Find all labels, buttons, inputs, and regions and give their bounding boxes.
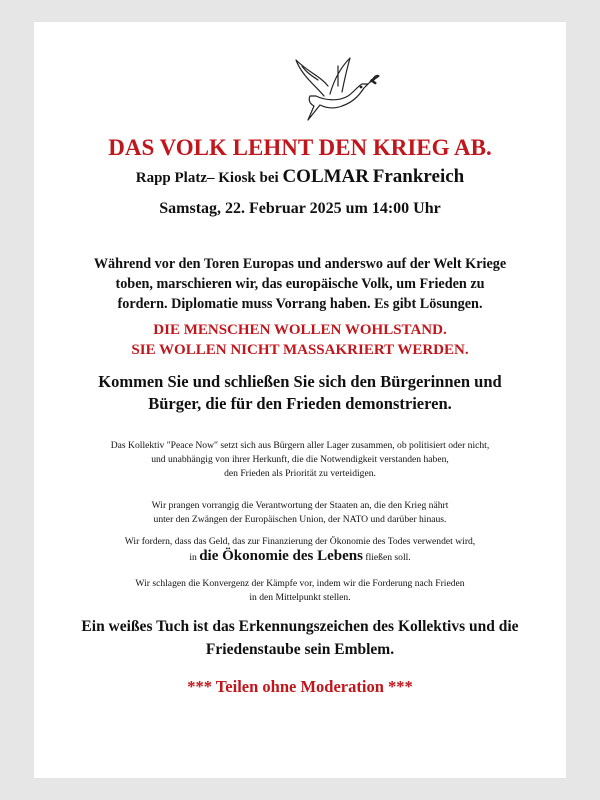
responsibility-line: Wir prangen vorrangig die Verantwortung der Staaten an, die den Krieg nährt — [151, 500, 449, 511]
responsibility-line: unter den Zwängen der Europäischen Union, der NATO und darüber hinaus. — [153, 514, 447, 525]
location-prefix: Rapp Platz– Kiosk bei — [135, 170, 279, 186]
convergence-line: Wir schlagen die Konvergenz der Kämpfe vor, indem wir die Forderung nach Frieden — [135, 578, 465, 589]
location-city: COLMAR — [282, 166, 369, 187]
flyer-title: DAS VOLK LEHNT DEN KRIEG AB. — [108, 135, 492, 160]
intro-line: Während vor den Toren Europas und anderswo auf der Welt Kriege — [93, 256, 507, 272]
demand-line: DIE MENSCHEN WOLLEN WOHLSTAND. — [153, 322, 447, 338]
intro-line: fordern. Diplomatie muss Vorrang haben. Es gibt Lösungen. — [117, 296, 483, 312]
demands-red — [34, 320, 566, 360]
convergence-line: in den Mittelpunkt stellen. — [249, 592, 351, 603]
peace-dove-icon — [286, 50, 382, 126]
money-paragraph — [34, 535, 566, 565]
money-emphasis: die Ökonomie des Lebens — [199, 548, 363, 564]
call-to-action — [34, 371, 566, 415]
money-pre: in — [189, 552, 197, 563]
event-location — [34, 166, 566, 188]
location-country: Frankreich — [372, 166, 465, 187]
money-post: fließen soll. — [365, 552, 411, 563]
intro-line: toben, marschieren wir, das europäische Volk, um Frieden zu — [115, 276, 485, 292]
collective-line: Das Kollektiv "Peace Now" setzt sich aus Bürgern aller Lager zusammen, ob politisiert oder nicht, — [110, 440, 490, 451]
intro-paragraph — [34, 254, 566, 314]
emblem-line: Friedenstaube sein Emblem. — [205, 641, 395, 658]
demand-line: SIE WOLLEN NICHT MASSAKRIERT WERDEN. — [131, 342, 469, 358]
collective-line: den Frieden als Priorität zu verteidigen. — [224, 468, 376, 479]
responsibility-paragraph — [34, 499, 566, 527]
money-line: Wir fordern, dass das Geld, das zur Finanzierung der Ökonomie des Todes verwendet wird, — [124, 536, 476, 547]
money-line-2 — [34, 549, 566, 565]
emblem-paragraph — [34, 615, 566, 661]
convergence-paragraph — [34, 577, 566, 605]
flyer-sheet — [34, 22, 566, 778]
call-line: Kommen Sie und schließen Sie sich den Bürgerinnen und — [98, 372, 502, 391]
emblem-line: Ein weißes Tuch ist das Erkennungszeichen des Kollektivs und die — [81, 618, 519, 635]
collective-line: und unabhängig von ihrer Herkunft, die die Notwendigkeit verstanden haben, — [151, 454, 449, 465]
call-line: Bürger, die für den Frieden demonstrieren. — [148, 394, 452, 413]
collective-paragraph — [34, 439, 566, 481]
share-note: *** Teilen ohne Moderation *** — [187, 677, 413, 696]
event-date: Samstag, 22. Februar 2025 um 14:00 Uhr — [159, 200, 441, 217]
